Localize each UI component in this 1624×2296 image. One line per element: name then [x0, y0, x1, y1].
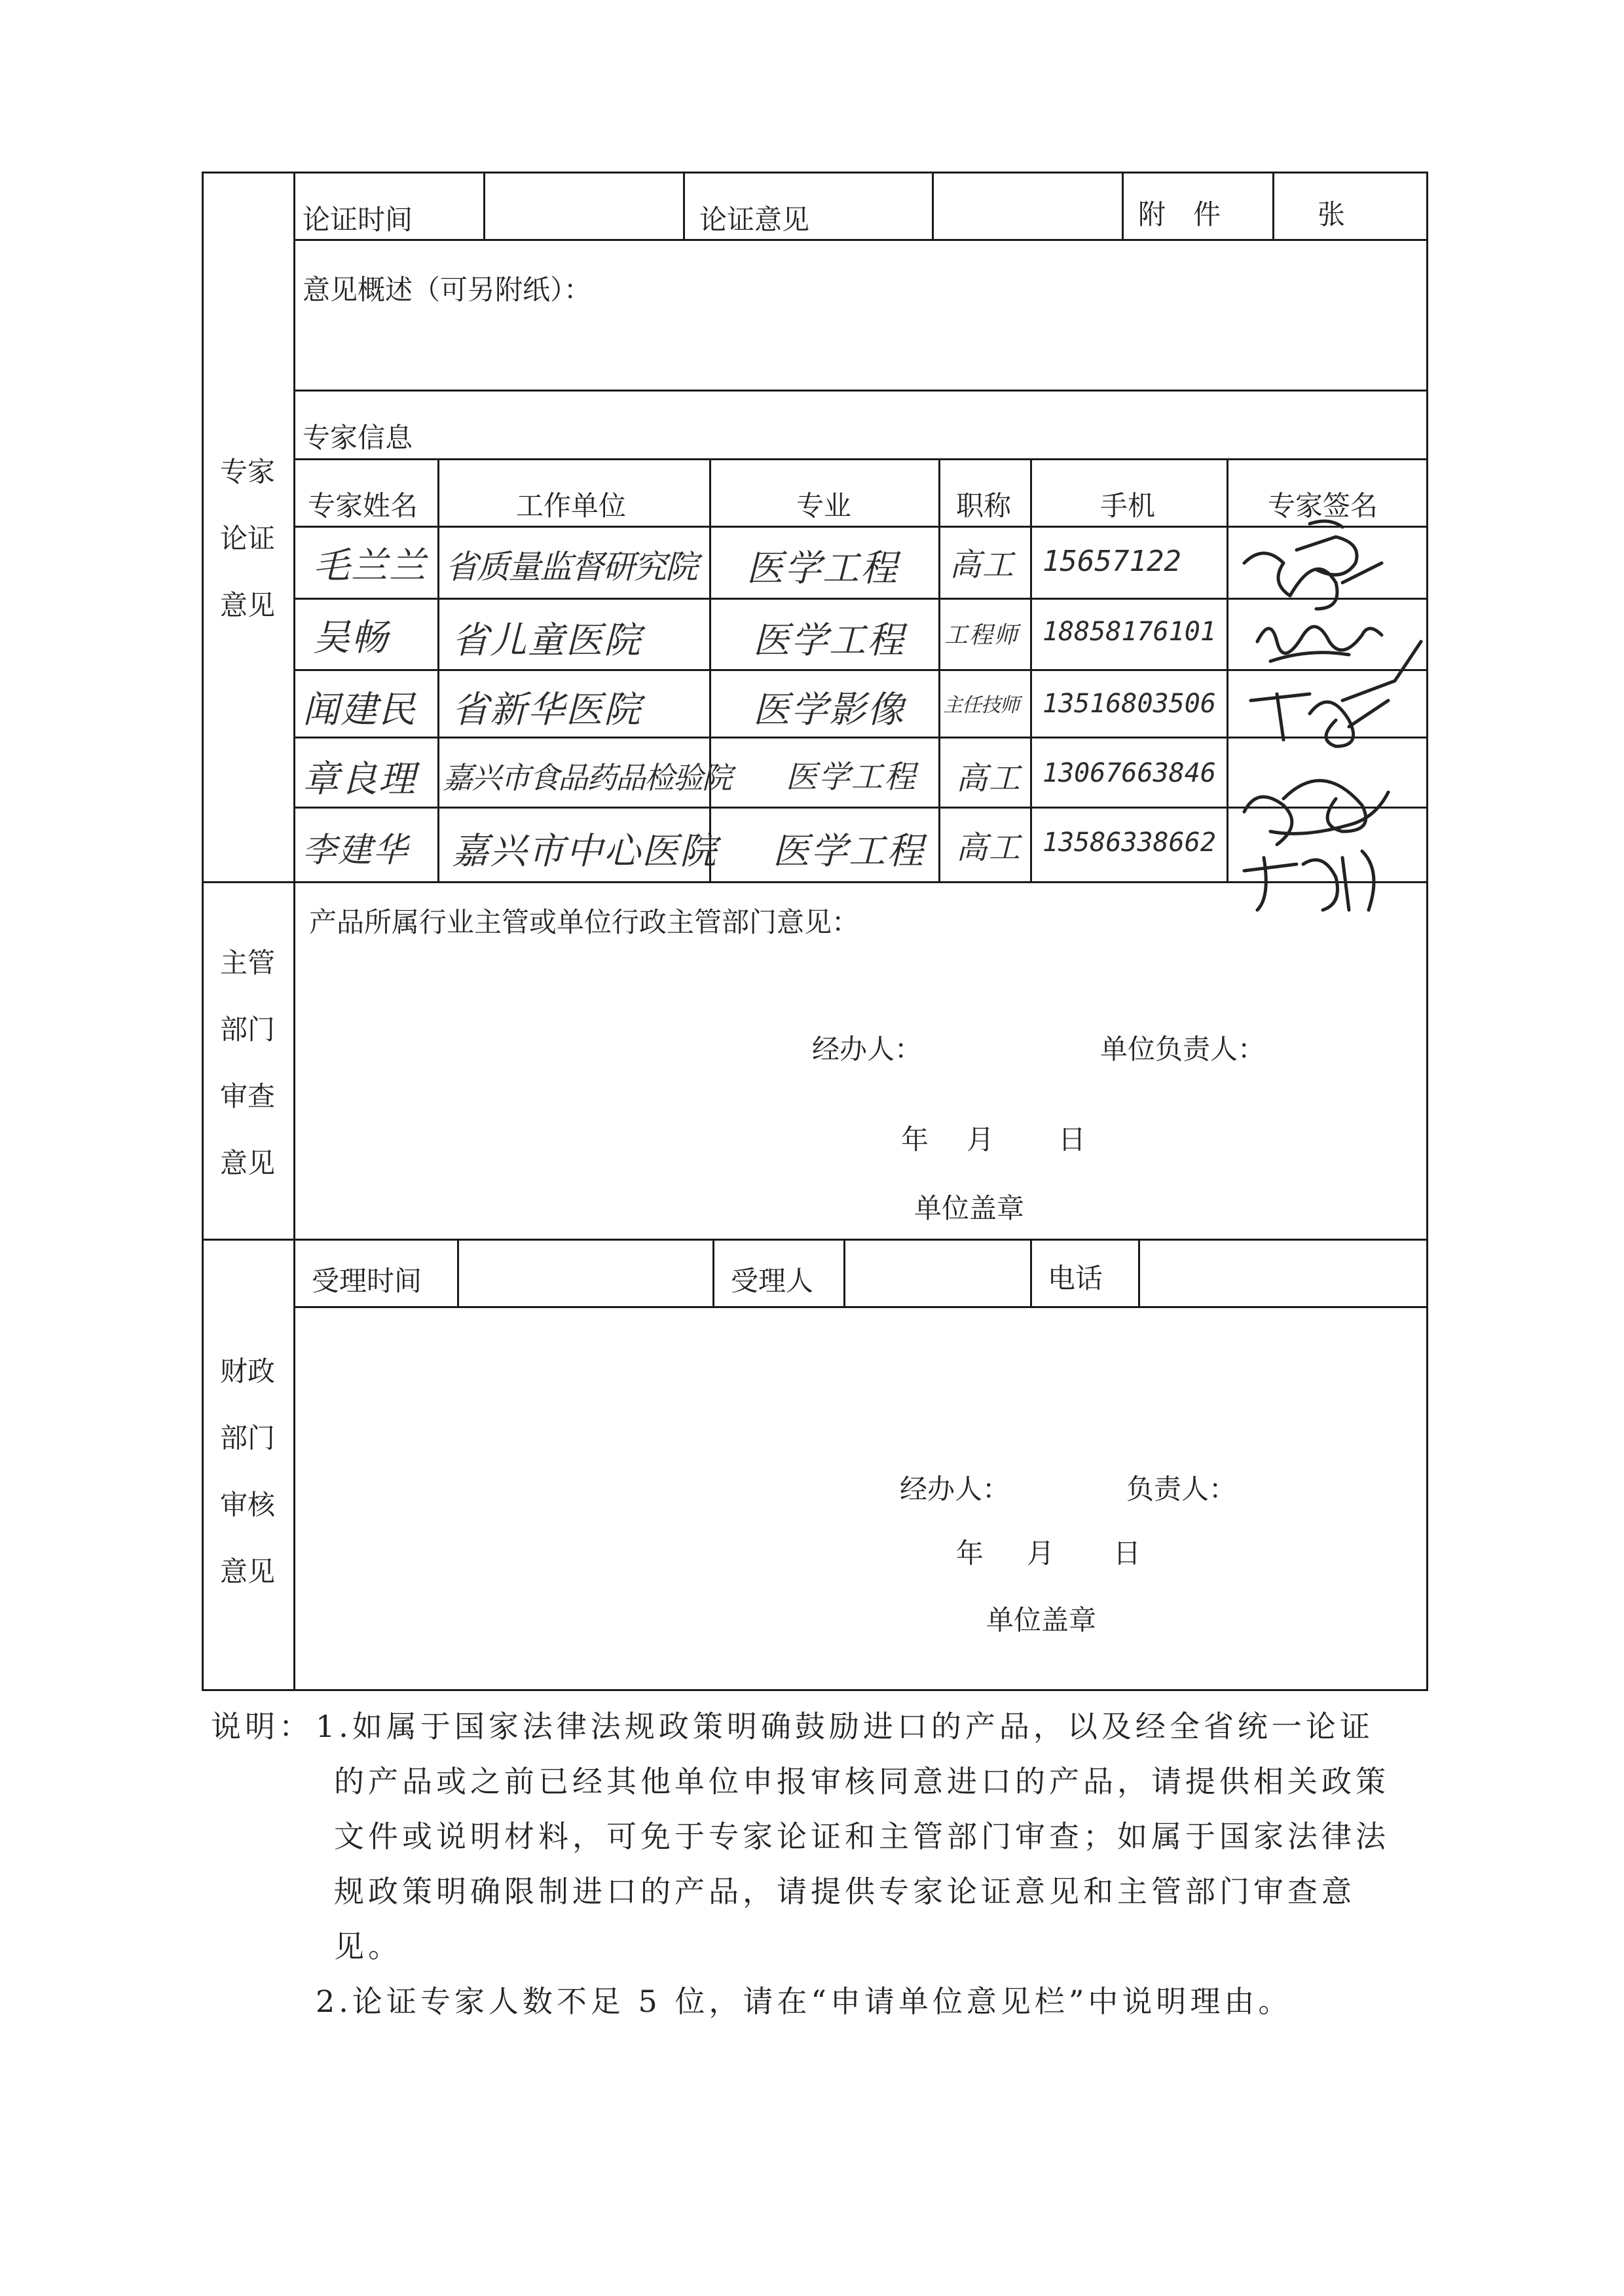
section-label-line: 审查	[219, 1080, 275, 1112]
header-title: 职称	[956, 490, 1012, 522]
note-line: 文件或说明材料，可免于专家论证和主管部门审查；如属于国家法律法	[334, 1819, 1390, 1854]
dept-handler-label: 经办人：	[812, 1033, 923, 1065]
section-label-line: 意见	[219, 1147, 275, 1179]
expert-unit: 嘉兴市食品药品检验院	[443, 760, 731, 795]
expert-unit: 省儿童医院	[452, 619, 642, 662]
header-work-unit: 工作单位	[516, 490, 627, 522]
note-line: 见。	[334, 1929, 402, 1964]
notes-prefix: 说明：	[211, 1709, 313, 1744]
dept-section-label	[215, 930, 280, 1197]
section-label-line: 部门	[219, 1013, 275, 1046]
acceptor-label: 受理人	[731, 1265, 814, 1297]
finance-date-day: 日	[1113, 1537, 1141, 1569]
dept-seal-label: 单位盖章	[914, 1192, 1025, 1224]
attachment-label: 附 件	[1138, 198, 1221, 230]
finance-date-month: 月	[1027, 1537, 1055, 1569]
expert-name: 吴畅	[313, 617, 389, 659]
finance-seal-label: 单位盖章	[986, 1604, 1097, 1636]
header-major: 专业	[796, 490, 852, 522]
dept-date-month: 月	[967, 1123, 995, 1156]
expert-phone: 15657122	[1043, 545, 1181, 578]
section-label-line: 意见	[219, 1556, 275, 1588]
dept-date-year: 年	[901, 1123, 929, 1156]
section-label-line: 论证	[219, 522, 275, 555]
finance-section-label	[215, 1338, 280, 1605]
note-item-2: 2.论证专家人数不足 5 位，请在“申请单位意见栏”中说明理由。	[316, 1984, 1293, 2019]
dept-leader-label: 单位负责人：	[1100, 1033, 1266, 1065]
opinion-summary-label: 意见概述（可另附纸）：	[303, 274, 592, 306]
expert-title: 主任技师	[943, 694, 1019, 717]
expert-phone: 13067663846	[1043, 758, 1216, 788]
expert-major: 医学工程	[753, 619, 905, 662]
section-label-line: 主管	[219, 947, 275, 979]
dept-date-day: 日	[1058, 1123, 1086, 1156]
finance-leader-label: 负责人：	[1126, 1473, 1237, 1505]
proof-opinion-label: 论证意见	[699, 204, 810, 236]
note-line: 规政策明确限制进口的产品，请提供专家论证意见和主管部门审查意	[334, 1874, 1356, 1909]
finance-date-year: 年	[956, 1537, 984, 1569]
expert-info-label: 专家信息	[303, 422, 413, 454]
expert-major: 医学工程	[786, 759, 917, 795]
expert-section-label	[215, 439, 280, 639]
expert-major: 医学工程	[747, 547, 898, 590]
expert-unit: 省质量监督研究院	[445, 548, 697, 586]
note-line: 1.如属于国家法律法规政策明确鼓励进口的产品，以及经全省统一论证	[316, 1709, 1374, 1744]
expert-phone: 18858176101	[1043, 617, 1216, 647]
note-line: 的产品或之前已经其他单位申报审核同意进口的产品，请提供相关政策	[334, 1764, 1390, 1799]
expert-title: 高工	[950, 547, 1016, 583]
phone-label: 电话	[1048, 1262, 1103, 1294]
expert-phone: 13586338662	[1043, 828, 1216, 858]
finance-handler-label: 经办人：	[900, 1473, 1010, 1505]
dept-opinion-label: 产品所属行业主管或单位行政主管部门意见：	[309, 906, 860, 938]
expert-major: 医学影像	[753, 689, 905, 731]
header-signature: 专家签名	[1268, 490, 1378, 522]
expert-signature	[1231, 504, 1428, 923]
expert-major: 医学工程	[773, 830, 925, 873]
attachment-unit: 张	[1318, 198, 1346, 230]
header-expert-name: 专家姓名	[308, 490, 418, 522]
accept-time-label: 受理时间	[312, 1265, 422, 1297]
section-label-line: 意见	[219, 589, 275, 621]
proof-time-label: 论证时间	[303, 204, 413, 236]
section-label-line: 专家	[219, 456, 275, 488]
section-label-line: 财政	[219, 1355, 275, 1387]
expert-name: 毛兰兰	[313, 545, 427, 587]
expert-unit: 省新华医院	[452, 689, 642, 731]
header-phone: 手机	[1100, 490, 1156, 522]
expert-name: 章良理	[303, 758, 416, 801]
expert-name: 李建华	[303, 831, 409, 870]
expert-unit: 嘉兴市中心医院	[452, 830, 718, 873]
section-label-line: 审核	[219, 1489, 275, 1521]
expert-phone: 13516803506	[1043, 689, 1216, 719]
expert-title: 工程师	[944, 622, 1020, 649]
expert-title: 高工	[956, 829, 1022, 866]
expert-title: 高工	[956, 760, 1022, 797]
section-label-line: 部门	[219, 1422, 275, 1454]
expert-name: 闻建民	[303, 689, 416, 731]
